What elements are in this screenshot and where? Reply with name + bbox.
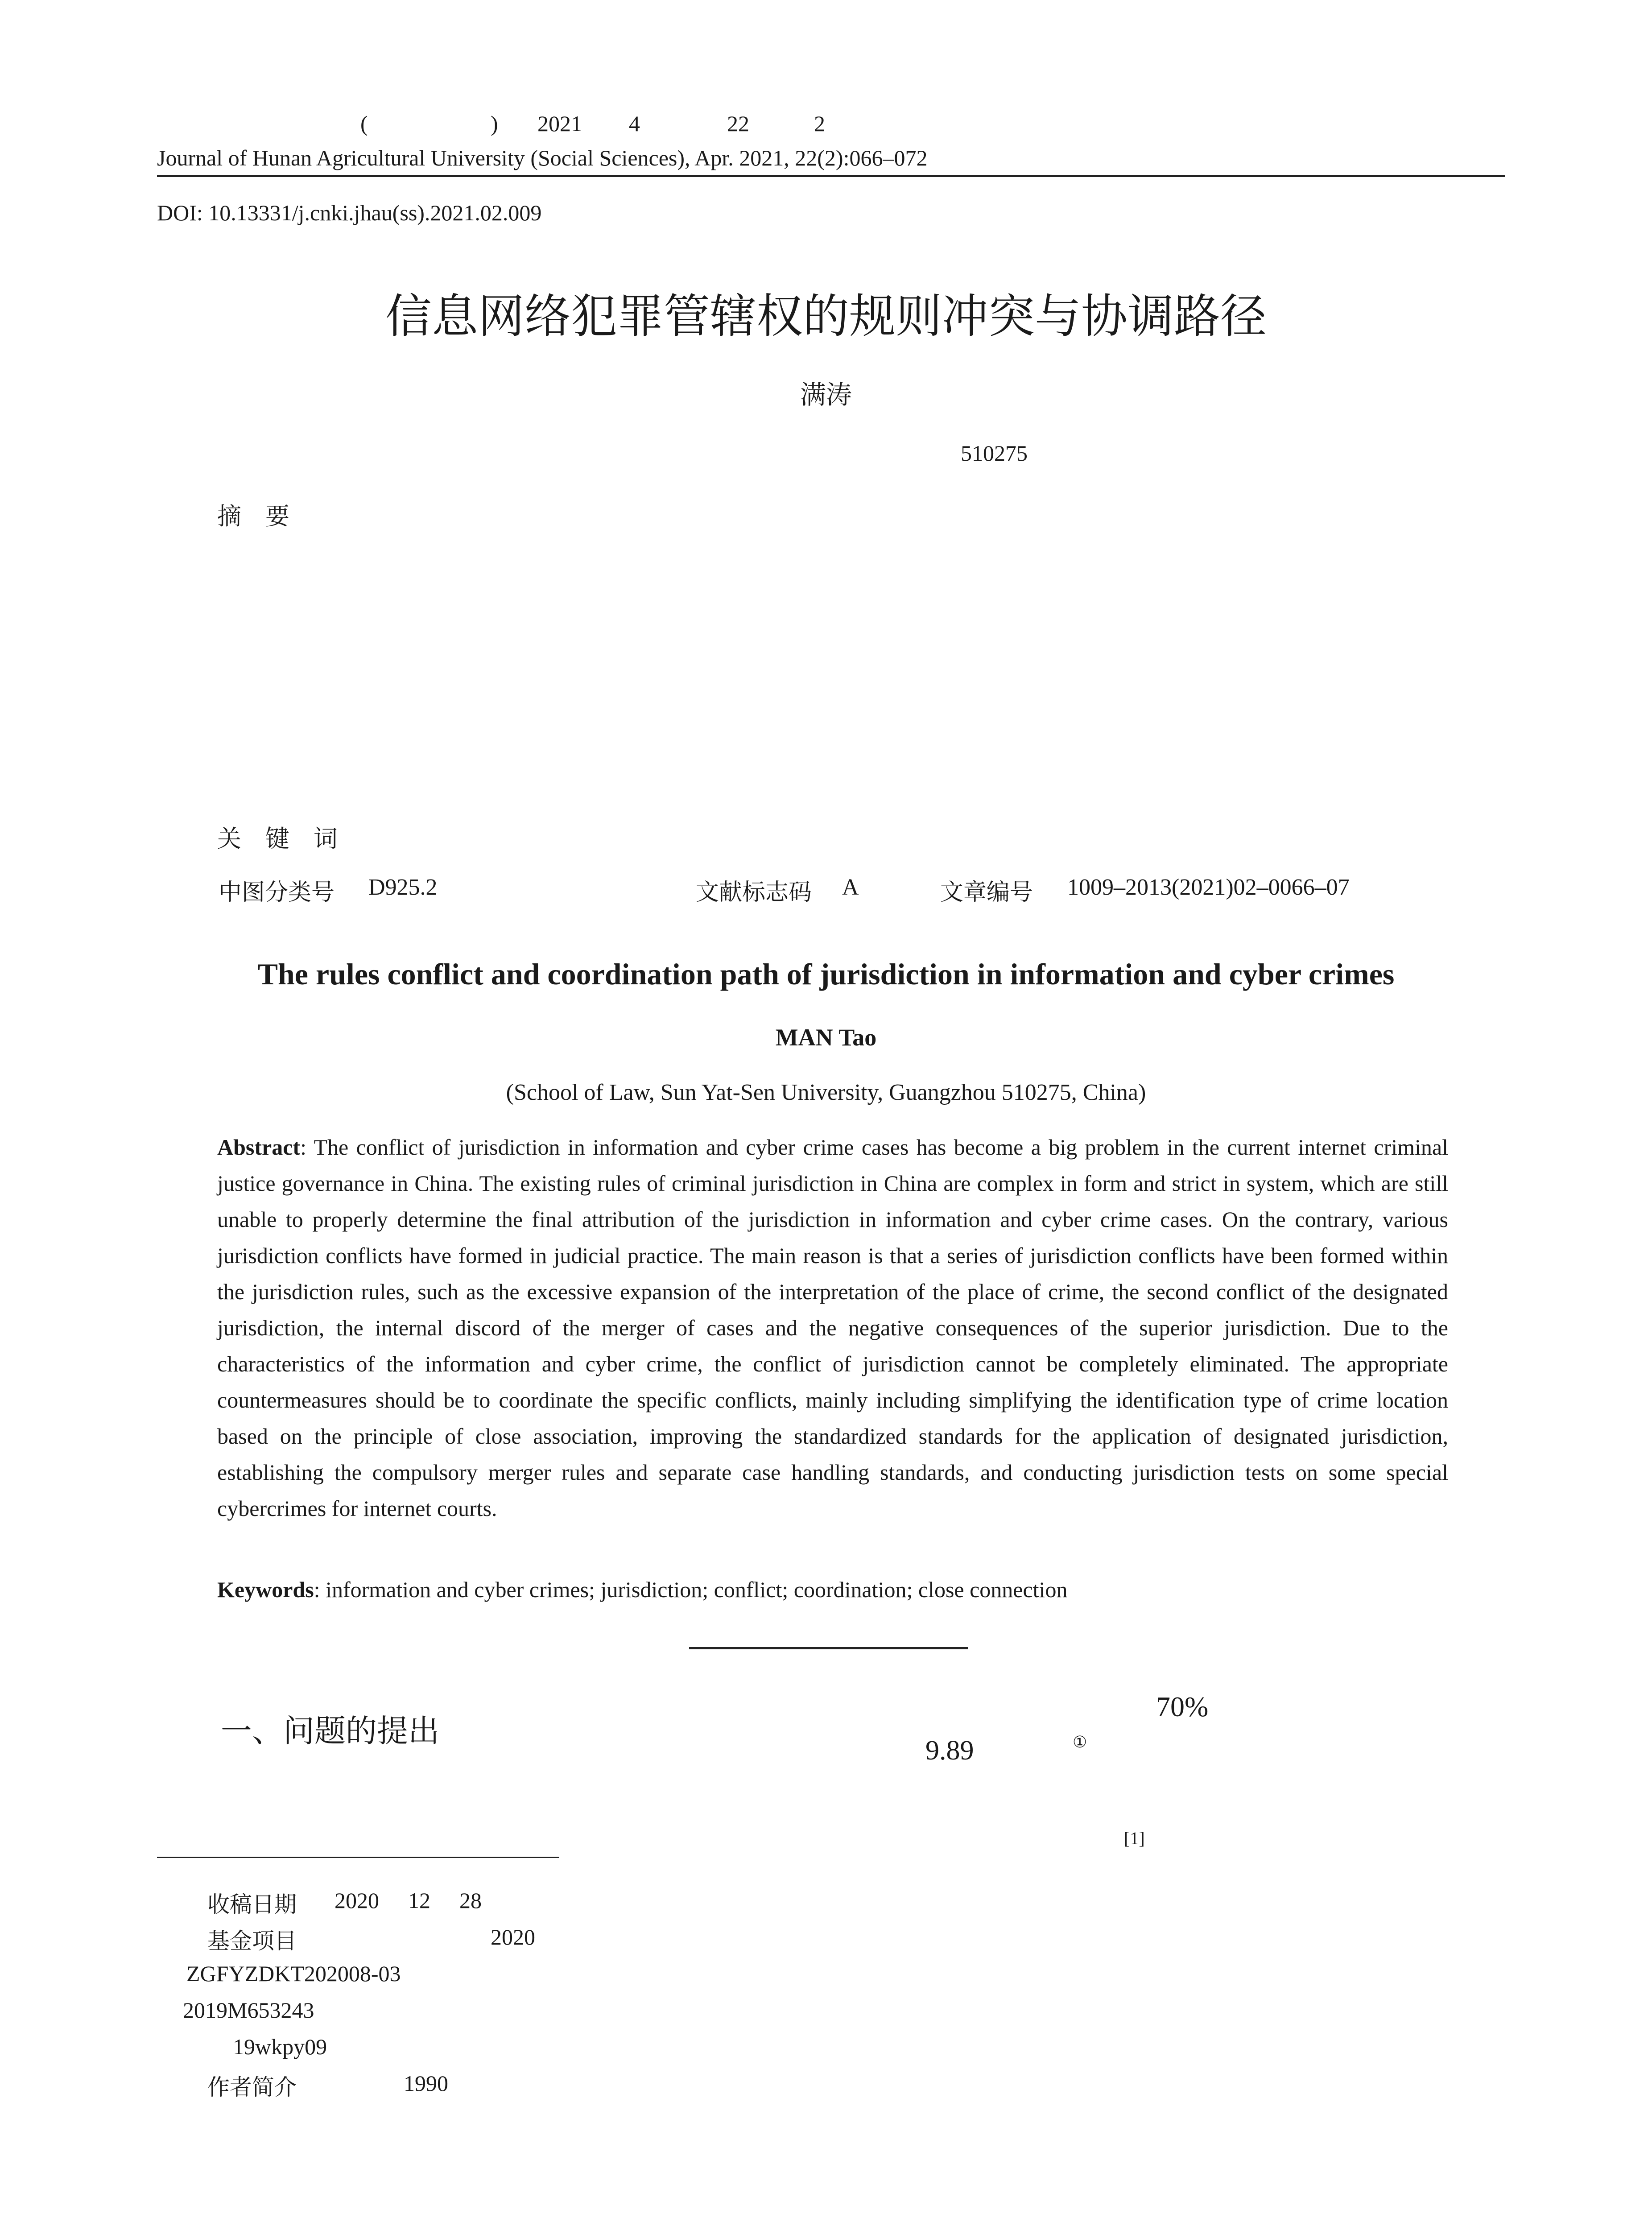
keywords-text: : information and cyber crimes; jurisdiction; conflict; coordination; close connection — [314, 1577, 1068, 1602]
keywords-label: Keywords — [217, 1577, 314, 1602]
header-journal-line: Journal of Hunan Agricultural University (Social Sciences), Apr. 2021, 22(2):066–072 — [157, 145, 928, 170]
keywords-label-cn: 关 键 词 — [217, 825, 338, 853]
article-no-value: 1009–2013(2021)02–0066–07 — [1067, 875, 1350, 900]
abstract-en — [217, 1129, 1448, 1527]
abstract-text: : The conflict of jurisdiction in information and cyber crime cases has become a big problem in the current internet criminal justice governance in China. The existing rules of criminal jurisdiction in China are complex in form and strict in system, which are still unable to properly determine the final attribution of the jurisdiction in information and cyber crime cases. On the contrary, various jurisdiction conflicts have formed in judicial practice. The main reason is that a series of jurisdiction conflicts have been formed within the jurisdiction rules, such as the excessive expansion of the interpretation of the place of crime, the second conflict of the designated jurisdiction, the internal discord of the merger of cases and the negative consequences of the superior jurisdiction. Due to the characteristics of the information and cyber crime, the conflict of jurisdiction cannot be completely eliminated. The appropriate countermeasures should be to coordinate the specific conflicts, mainly including simplifying the identification type of crime location based on the principle of close association, improving the standardized standards for the application of designated jurisdiction, establishing the compulsory merger rules and separate case handling standards, and conducting jurisdiction tests on some special cybercrimes for internet courts. — [217, 1135, 1448, 1521]
received-label: 收稿日期 — [207, 1891, 297, 1917]
author-en: MAN Tao — [775, 1024, 877, 1051]
fund-code-2: 2019M653243 — [183, 1998, 314, 2023]
number-value: 9.89 — [925, 1735, 974, 1766]
header-month: 4 — [629, 111, 640, 136]
footnote-marker: ① — [1073, 1733, 1087, 1751]
article-no-label: 文章编号 — [940, 879, 1033, 906]
title-cn: 信息网络犯罪管辖权的规则冲突与协调路径 — [385, 289, 1267, 343]
percent-value: 70% — [1156, 1691, 1209, 1722]
doc-code-value: A — [842, 875, 859, 900]
author-cn: 满涛 — [800, 380, 852, 410]
abstract-label-cn: 摘 要 — [217, 502, 289, 530]
section-heading: 一、问题的提出 — [221, 1713, 439, 1749]
received-month: 12 — [408, 1888, 430, 1913]
affiliation-postcode: 510275 — [961, 441, 1028, 466]
author-birth-year: 1990 — [404, 2071, 448, 2096]
fund-code-3: 19wkpy09 — [233, 2034, 327, 2059]
footnote-rule — [157, 1857, 559, 1858]
citation-marker: [1] — [1124, 1828, 1145, 1848]
separator-rule — [689, 1647, 968, 1649]
clc-label: 中图分类号 — [219, 879, 335, 906]
received-year: 2020 — [335, 1888, 379, 1913]
header-year: 2021 — [537, 111, 582, 136]
author-info-label: 作者简介 — [207, 2074, 297, 2100]
header-paren-close: ) — [491, 111, 498, 136]
received-day: 28 — [459, 1888, 482, 1913]
fund-label: 基金项目 — [207, 1928, 297, 1954]
keywords-en — [217, 1577, 1067, 1602]
header-rule — [157, 175, 1505, 177]
header-paren-open: ( — [360, 111, 368, 136]
affiliation-en: (School of Law, Sun Yat-Sen University, Guangzhou 510275, China) — [506, 1080, 1146, 1105]
abstract-label: Abstract — [217, 1135, 301, 1160]
header-volume: 22 — [727, 111, 749, 136]
doi-line: DOI: 10.13331/j.cnki.jhau(ss).2021.02.009 — [157, 200, 542, 225]
fund-year: 2020 — [491, 1924, 535, 1949]
title-en: The rules conflict and coordination path of jurisdiction in information and cyber crimes — [257, 957, 1395, 991]
header-issue: 2 — [814, 111, 825, 136]
fund-code-1: ZGFYZDKT202008-03 — [186, 1961, 401, 1986]
doc-code-label: 文献标志码 — [696, 879, 812, 906]
clc-value: D925.2 — [368, 875, 438, 900]
